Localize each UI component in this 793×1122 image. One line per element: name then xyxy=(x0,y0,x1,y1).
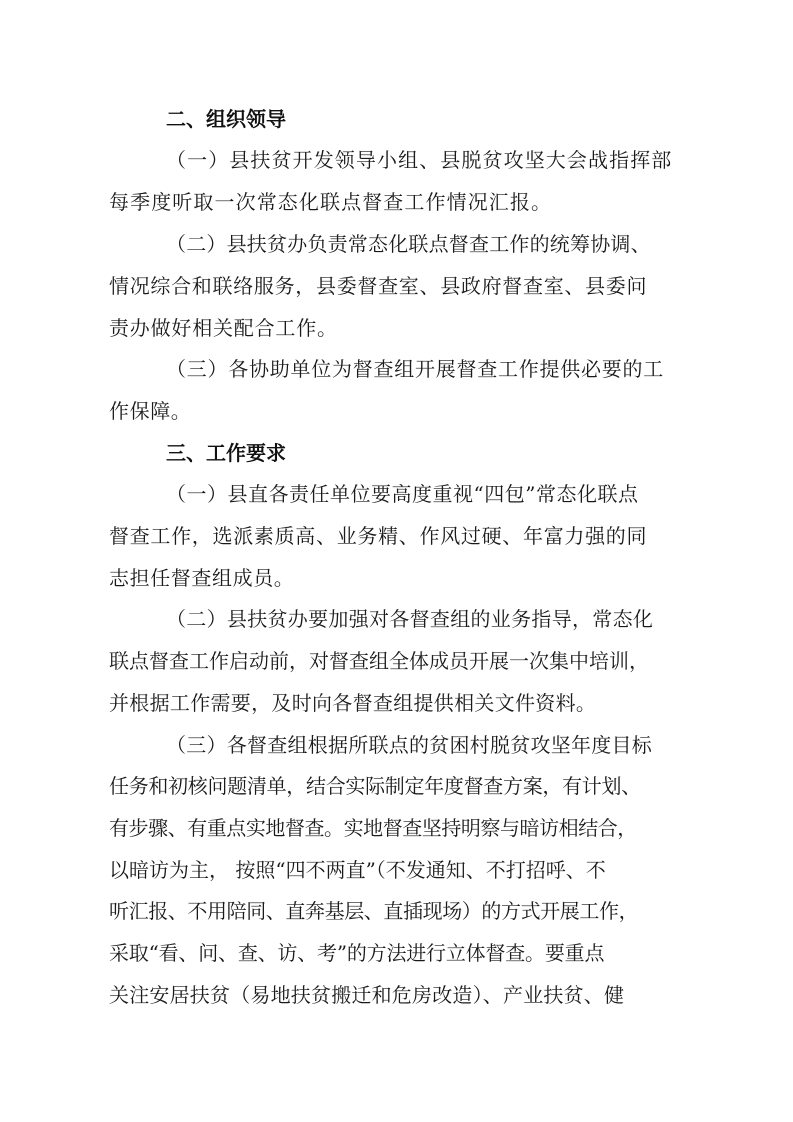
paragraph-line: 以暗访为主， 按照“四不两直”（不发通知、不打招呼、不 xyxy=(109,858,606,882)
paragraph-line: 责办做好相关配合工作。 xyxy=(109,316,338,340)
paragraph-line: 采取“看、问、查、访、考”的方法进行立体督查。要重点 xyxy=(109,941,605,965)
paragraph-line: （一）县直各责任单位要高度重视“四包”常态化联点 xyxy=(166,482,639,506)
section-heading-requirements: 三、工作要求 xyxy=(166,441,286,465)
paragraph-line: 有步骤、有重点实地督查。实地督查坚持明察与暗访相结合， xyxy=(109,816,637,840)
paragraph-line: 关注安居扶贫（易地扶贫搬迁和危房改造）、产业扶贫、健 xyxy=(109,983,625,1007)
paragraph-line: 听汇报、不用陪同、直奔基层、直插现场）的方式开展工作， xyxy=(109,899,639,923)
paragraph-line: （三）各协助单位为督查组开展督查工作提供必要的工 xyxy=(166,357,664,381)
paragraph-line: 任务和初核问题清单，结合实际制定年度督查方案，有计划、 xyxy=(109,774,641,798)
section-heading-organization: 二、组织领导 xyxy=(166,107,286,131)
paragraph-line: 督查工作，选派素质高、业务精、作风过硬、年富力强的同 xyxy=(109,524,648,548)
paragraph-line: 情况综合和联络服务，县委督查室、县政府督查室、县委问 xyxy=(109,274,648,298)
paragraph-line: （一）县扶贫开发领导小组、县脱贫攻坚大会战指挥部 xyxy=(166,148,673,172)
paragraph-line: 每季度听取一次常态化联点督查工作情况汇报。 xyxy=(109,190,553,214)
paragraph-line: 联点督查工作启动前，对督查组全体成员开展一次集中培训， xyxy=(109,649,649,673)
paragraph-line: 作保障。 xyxy=(109,399,192,423)
paragraph-line: 并根据工作需要，及时向各督查组提供相关文件资料。 xyxy=(109,691,597,715)
paragraph-line: （二）县扶贫办要加强对各督查组的业务指导，常态化 xyxy=(166,607,654,631)
paragraph-line: （三）各督查组根据所联点的贫困村脱贫攻坚年度目标 xyxy=(166,733,652,757)
paragraph-line: 志担任督查组成员。 xyxy=(109,566,295,590)
paragraph-line: （二）县扶贫办负责常态化联点督查工作的统筹协调、 xyxy=(166,232,651,256)
